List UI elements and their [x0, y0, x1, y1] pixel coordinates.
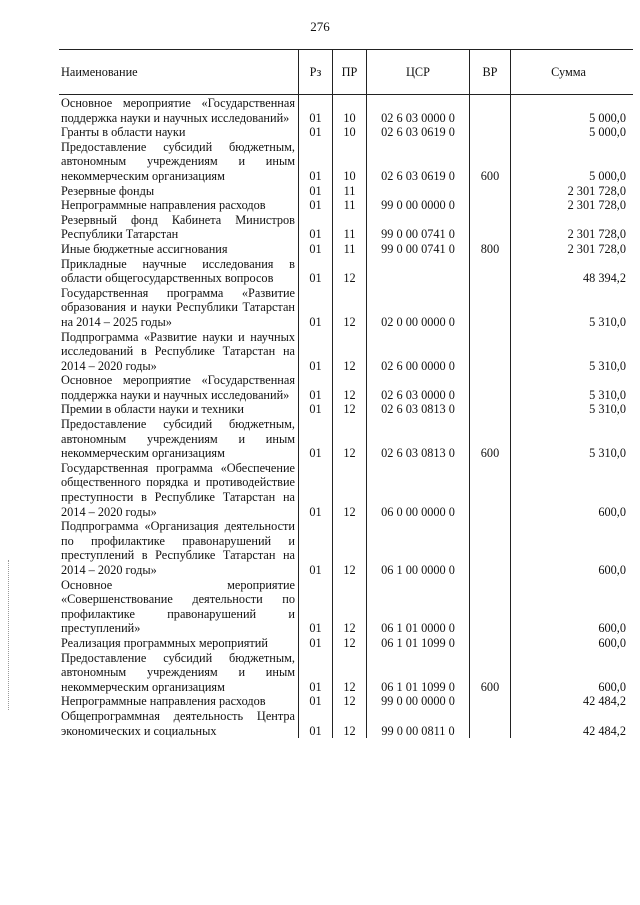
- cell-sum: 5 310,0: [511, 330, 634, 374]
- cell-pr: 12: [333, 330, 367, 374]
- header-pr: ПР: [333, 50, 367, 95]
- cell-rz: 01: [299, 286, 333, 330]
- cell-vr: [470, 330, 511, 374]
- cell-vr: 600: [470, 140, 511, 184]
- table-row: [59, 242, 633, 257]
- cell-sum: 600,0: [511, 519, 634, 577]
- cell-rz: 01: [299, 636, 333, 651]
- cell-name: Подпрограмма «Организация деятельности по профилактике правонарушений и преступлений в Республике Татарстан на 2014 – 2020 годы»: [59, 519, 299, 577]
- cell-name: Премии в области науки и техники: [59, 402, 299, 417]
- cell-csr: [367, 257, 470, 286]
- cell-vr: [470, 461, 511, 519]
- cell-rz: 01: [299, 184, 333, 199]
- cell-rz: 01: [299, 651, 333, 695]
- cell-pr: 12: [333, 578, 367, 636]
- cell-vr: [470, 636, 511, 651]
- table-row: [59, 184, 633, 199]
- cell-name: Непрограммные направления расходов: [59, 694, 299, 709]
- cell-sum: 2 301 728,0: [511, 198, 634, 213]
- cell-pr: 12: [333, 373, 367, 402]
- cell-csr: 99 0 00 0000 0: [367, 198, 470, 213]
- cell-pr: 12: [333, 257, 367, 286]
- cell-name: Подпрограмма «Развитие науки и научных исследований в Республике Татарстан на 2014 – 2020 годы»: [59, 330, 299, 374]
- table-row: [59, 402, 633, 417]
- cell-sum: 600,0: [511, 461, 634, 519]
- cell-csr: 99 0 00 0741 0: [367, 213, 470, 242]
- table-row: [59, 417, 633, 461]
- cell-pr: 12: [333, 461, 367, 519]
- cell-pr: 11: [333, 184, 367, 199]
- cell-vr: [470, 213, 511, 242]
- cell-name: Предоставление субсидий бюджетным, автономным учреждениям и иным некоммерческим организациям: [59, 140, 299, 184]
- cell-csr: 06 1 01 0000 0: [367, 578, 470, 636]
- table-row: [59, 651, 633, 695]
- table-row: [59, 286, 633, 330]
- cell-vr: [470, 286, 511, 330]
- cell-pr: 12: [333, 709, 367, 738]
- cell-name: Иные бюджетные ассигнования: [59, 242, 299, 257]
- cell-name: Непрограммные направления расходов: [59, 198, 299, 213]
- cell-csr: 02 0 00 0000 0: [367, 286, 470, 330]
- cell-csr: 06 1 01 1099 0: [367, 651, 470, 695]
- cell-vr: [470, 709, 511, 738]
- page-number: 276: [310, 19, 330, 34]
- cell-csr: [367, 184, 470, 199]
- cell-sum: 5 310,0: [511, 402, 634, 417]
- cell-csr: 02 6 03 0619 0: [367, 125, 470, 140]
- cell-vr: 600: [470, 651, 511, 695]
- table-row: [59, 140, 633, 184]
- budget-table: [59, 49, 633, 738]
- cell-csr: 06 1 01 1099 0: [367, 636, 470, 651]
- cell-sum: 5 000,0: [511, 95, 634, 126]
- cell-vr: [470, 198, 511, 213]
- cell-pr: 11: [333, 242, 367, 257]
- table-row: [59, 125, 633, 140]
- cell-pr: 11: [333, 213, 367, 242]
- header-csr: ЦСР: [367, 50, 470, 95]
- cell-name: Государственная программа «Развитие образования и науки Республики Татарстан на 2014 – 2025 годы»: [59, 286, 299, 330]
- cell-name: Государственная программа «Обеспечение общественного порядка и противодействие преступности в Республике Татарстан на 2014 – 2020 годы»: [59, 461, 299, 519]
- cell-csr: 02 6 00 0000 0: [367, 330, 470, 374]
- cell-pr: 12: [333, 417, 367, 461]
- cell-rz: 01: [299, 257, 333, 286]
- cell-vr: [470, 125, 511, 140]
- cell-csr: 06 0 00 0000 0: [367, 461, 470, 519]
- cell-sum: 2 301 728,0: [511, 184, 634, 199]
- cell-sum: 5 310,0: [511, 417, 634, 461]
- cell-rz: 01: [299, 519, 333, 577]
- cell-pr: 12: [333, 651, 367, 695]
- cell-csr: 02 6 03 0813 0: [367, 417, 470, 461]
- cell-csr: 99 0 00 0000 0: [367, 694, 470, 709]
- cell-vr: [470, 578, 511, 636]
- cell-rz: 01: [299, 373, 333, 402]
- cell-name: Реализация программных мероприятий: [59, 636, 299, 651]
- header-sum: Сумма: [511, 50, 634, 95]
- cell-pr: 12: [333, 519, 367, 577]
- cell-sum: 5 000,0: [511, 140, 634, 184]
- cell-sum: 2 301 728,0: [511, 213, 634, 242]
- cell-pr: 12: [333, 694, 367, 709]
- cell-rz: 01: [299, 242, 333, 257]
- cell-sum: 5 310,0: [511, 373, 634, 402]
- cell-sum: 5 310,0: [511, 286, 634, 330]
- cell-pr: 11: [333, 198, 367, 213]
- margin-scan-mark: [8, 560, 10, 710]
- cell-rz: 01: [299, 140, 333, 184]
- cell-vr: [470, 402, 511, 417]
- cell-rz: 01: [299, 95, 333, 126]
- cell-name: Основное мероприятие «Совершенствование деятельности по профилактике правонарушений и преступлений»: [59, 578, 299, 636]
- cell-name: Резервные фонды: [59, 184, 299, 199]
- cell-vr: [470, 519, 511, 577]
- cell-sum: 42 484,2: [511, 709, 634, 738]
- cell-name: Гранты в области науки: [59, 125, 299, 140]
- cell-pr: 12: [333, 636, 367, 651]
- cell-rz: 01: [299, 330, 333, 374]
- cell-sum: 5 000,0: [511, 125, 634, 140]
- cell-sum: 42 484,2: [511, 694, 634, 709]
- table-row: [59, 709, 633, 738]
- cell-vr: [470, 257, 511, 286]
- table-row: [59, 461, 633, 519]
- cell-sum: 600,0: [511, 578, 634, 636]
- cell-name: Резервный фонд Кабинета Министров Республики Татарстан: [59, 213, 299, 242]
- cell-rz: 01: [299, 213, 333, 242]
- cell-sum: 2 301 728,0: [511, 242, 634, 257]
- table-row: [59, 373, 633, 402]
- cell-csr: 06 1 00 0000 0: [367, 519, 470, 577]
- cell-rz: 01: [299, 125, 333, 140]
- header-rz: Рз: [299, 50, 333, 95]
- cell-csr: 02 6 03 0619 0: [367, 140, 470, 184]
- cell-rz: 01: [299, 198, 333, 213]
- cell-name: Прикладные научные исследования в области общегосударственных вопросов: [59, 257, 299, 286]
- cell-csr: 99 0 00 0811 0: [367, 709, 470, 738]
- cell-rz: 01: [299, 461, 333, 519]
- cell-vr: 600: [470, 417, 511, 461]
- cell-pr: 10: [333, 140, 367, 184]
- table-row: [59, 198, 633, 213]
- cell-csr: 02 6 03 0000 0: [367, 95, 470, 126]
- cell-name: Основное мероприятие «Государственная поддержка науки и научных исследований»: [59, 373, 299, 402]
- header-vr: ВР: [470, 50, 511, 95]
- cell-rz: 01: [299, 417, 333, 461]
- table-row: [59, 519, 633, 577]
- table-row: [59, 213, 633, 242]
- cell-sum: 600,0: [511, 636, 634, 651]
- table-row: [59, 636, 633, 651]
- table-row: [59, 578, 633, 636]
- cell-csr: 02 6 03 0000 0: [367, 373, 470, 402]
- cell-rz: 01: [299, 694, 333, 709]
- table-row: [59, 330, 633, 374]
- cell-pr: 10: [333, 95, 367, 126]
- cell-vr: 800: [470, 242, 511, 257]
- cell-name: Основное мероприятие «Государственная поддержка науки и научных исследований»: [59, 95, 299, 126]
- cell-sum: 48 394,2: [511, 257, 634, 286]
- cell-pr: 12: [333, 286, 367, 330]
- table-header-row: [59, 50, 633, 95]
- cell-name: Предоставление субсидий бюджетным, автономным учреждениям и иным некоммерческим организациям: [59, 651, 299, 695]
- table-row: [59, 95, 633, 126]
- cell-vr: [470, 694, 511, 709]
- cell-vr: [470, 184, 511, 199]
- cell-pr: 12: [333, 402, 367, 417]
- cell-name: Общепрограммная деятельность Центра экономических и социальных: [59, 709, 299, 738]
- cell-pr: 10: [333, 125, 367, 140]
- table-row: [59, 257, 633, 286]
- cell-name: Предоставление субсидий бюджетным, автономным учреждениям и иным некоммерческим организациям: [59, 417, 299, 461]
- cell-vr: [470, 95, 511, 126]
- cell-rz: 01: [299, 709, 333, 738]
- table-body: [59, 95, 633, 739]
- cell-sum: 600,0: [511, 651, 634, 695]
- cell-rz: 01: [299, 578, 333, 636]
- cell-csr: 99 0 00 0741 0: [367, 242, 470, 257]
- cell-csr: 02 6 03 0813 0: [367, 402, 470, 417]
- table-row: [59, 694, 633, 709]
- cell-rz: 01: [299, 402, 333, 417]
- header-name: Наименование: [59, 50, 299, 95]
- cell-vr: [470, 373, 511, 402]
